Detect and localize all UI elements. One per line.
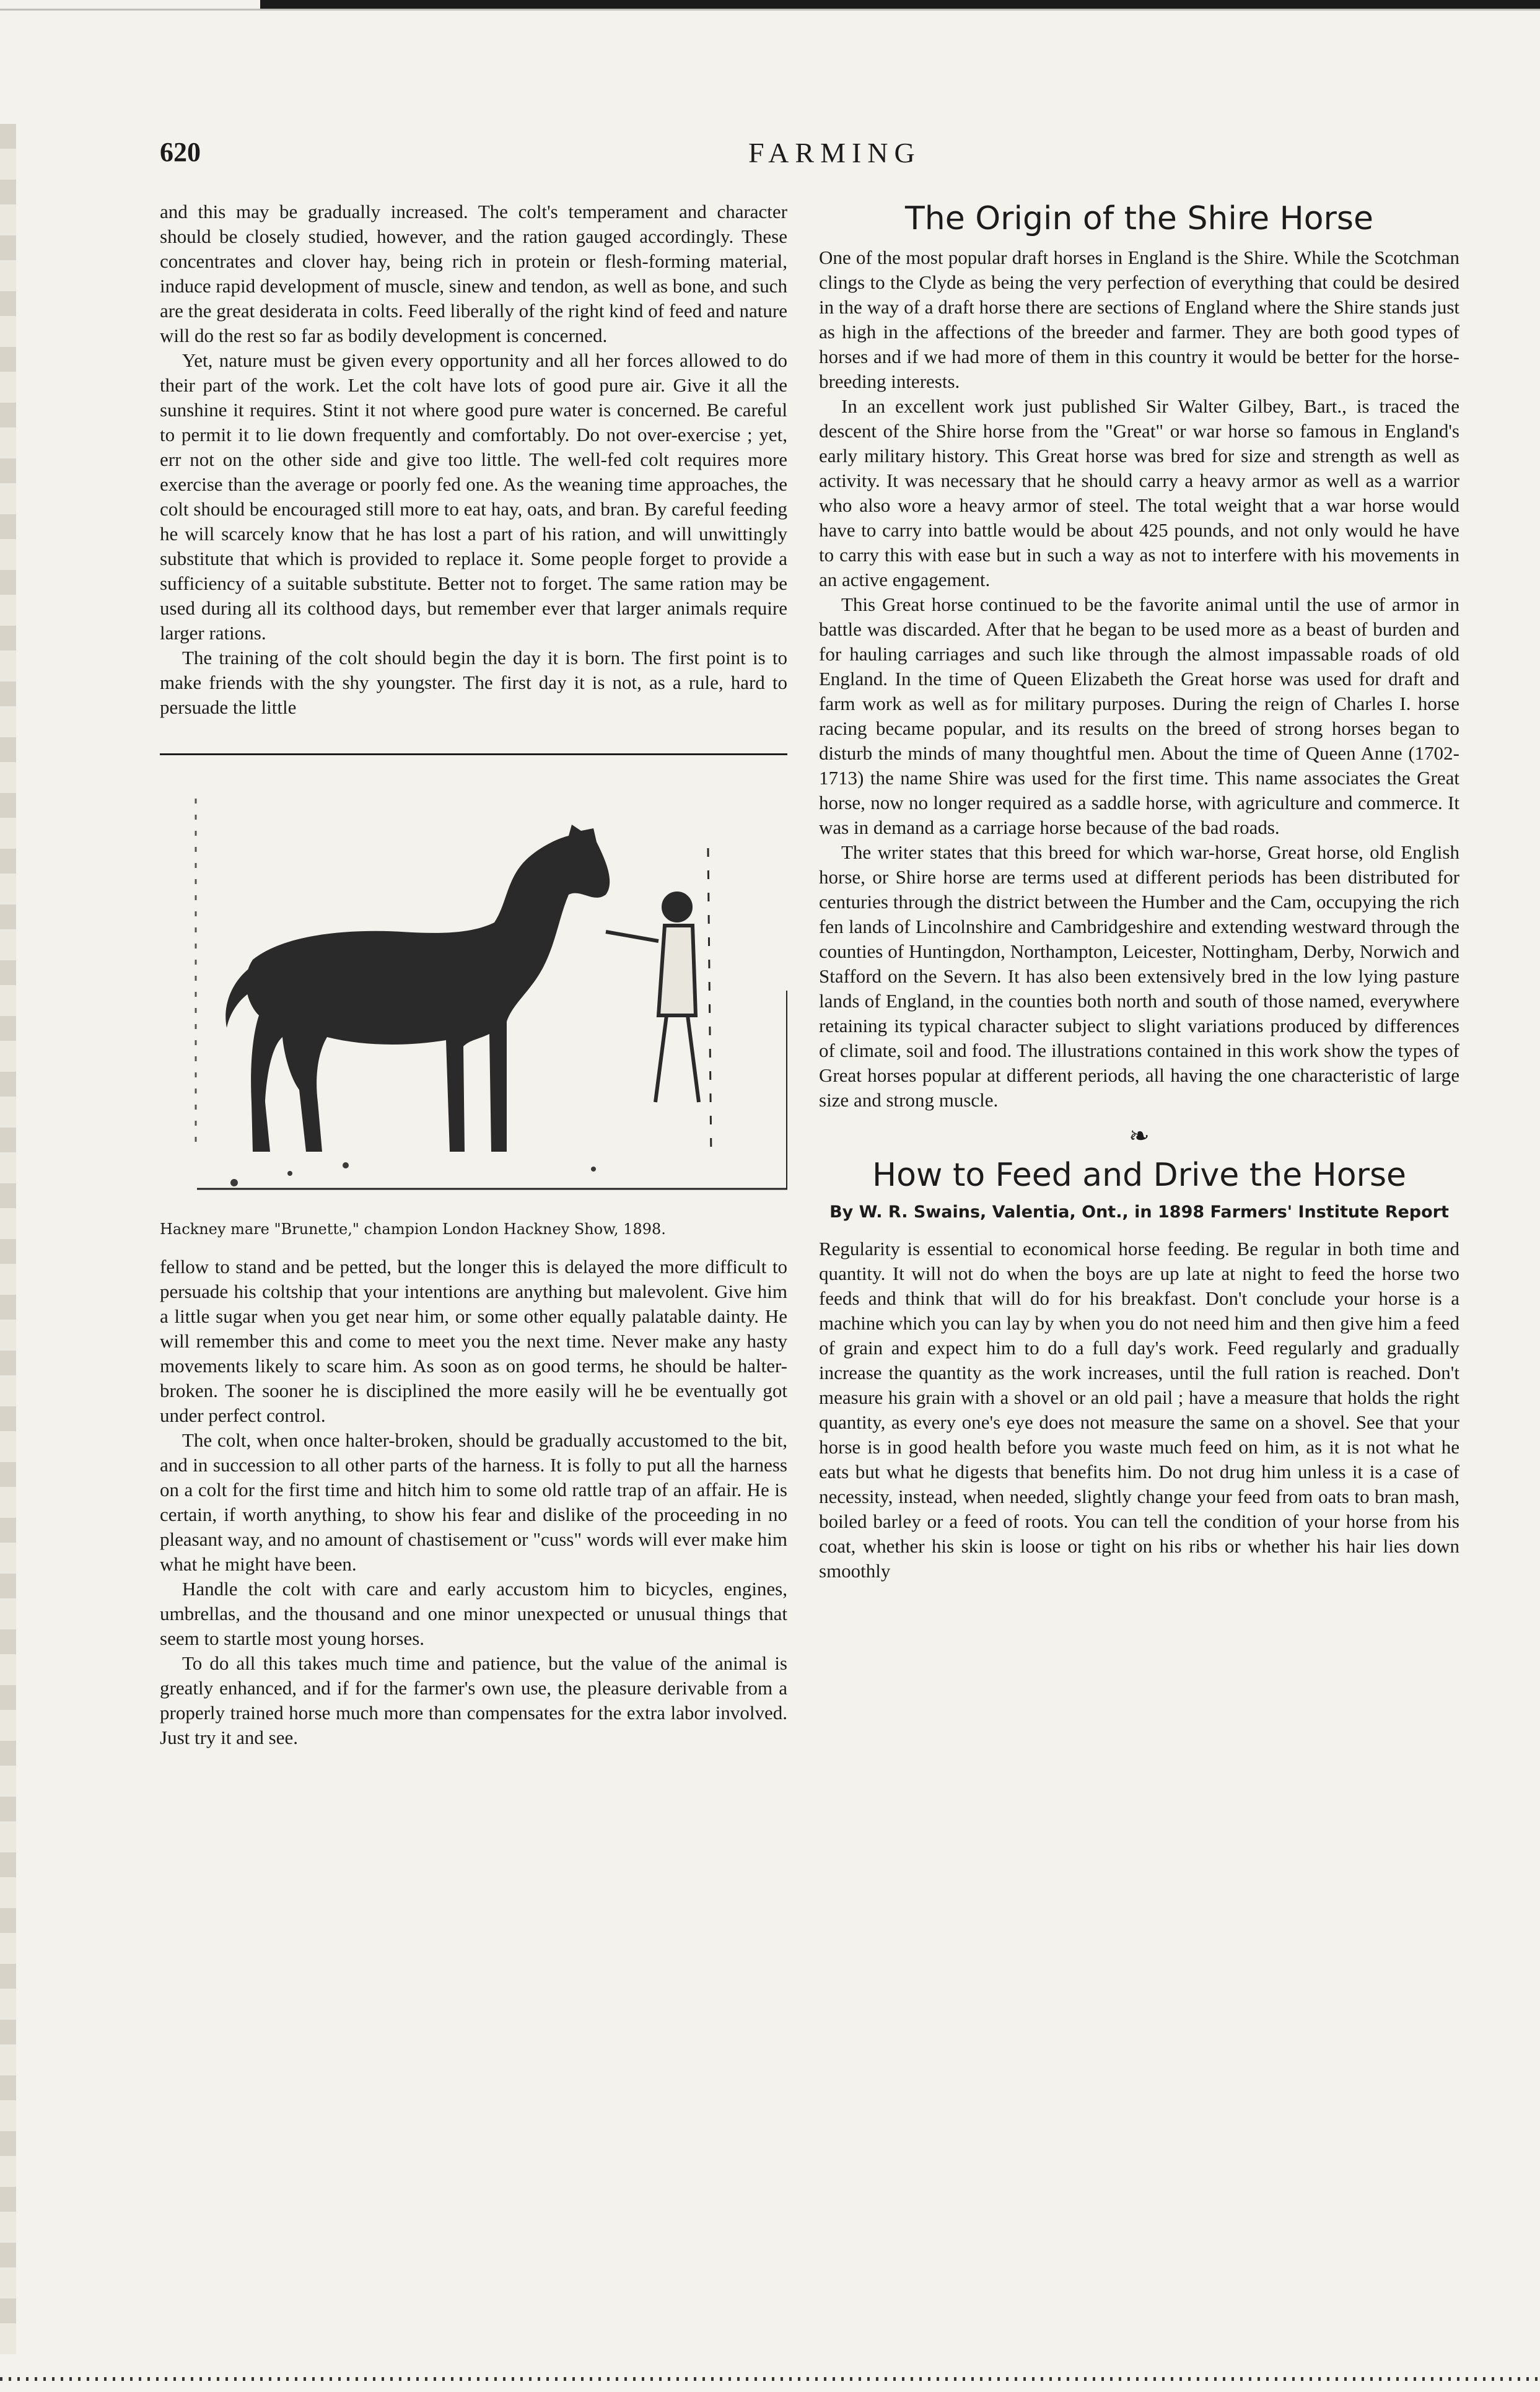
- paragraph: One of the most popular draft horses in England is the Shire. While the Scotchman clings to the Clyde as being the very perfection of everything that could be desired in the way of a draft horse there are sections of England where the Shire stands just as high in the affections of the breeder and farmer. They are both good types of horses and if we had more of them in this country it would be better for the horse-breeding interests.: [819, 247, 1459, 392]
- paragraph: The training of the colt should begin the day it is born. The first point is to make friends with the shy youngster. The first day it is not, as a rule, hard to persuade the little: [160, 647, 787, 718]
- paragraph: and this may be gradually increased. The colt's temperament and character should be closely studied, however, and the ration gauged accordingly. These concentrates and clover hay, being rich in protein or flesh-forming material, induce rapid development of muscle, sinew and tendon, as well as bone, and such are the great desiderata in colts. Feed liberally of the right kind of feed and nature will do the rest so far as bodily development is concerned.: [160, 201, 787, 346]
- hackney-mare-photo: [160, 755, 787, 1207]
- section-ornament-icon: ❧: [1129, 1122, 1150, 1150]
- bottom-border-scan: [0, 2377, 1540, 2381]
- right-column: [819, 199, 1459, 1584]
- left-column: [160, 199, 787, 1750]
- page-number: 620: [160, 137, 201, 167]
- page-header: [160, 136, 1461, 173]
- paragraph: The colt, when once halter-broken, should be gradually accustomed to the bit, and in succession to all other parts of the harness. It is folly to put all the harness on a colt for the first time and hitch him to some old rattle trap of an affair. He is certain, if worth anything, to show his fear and dislike of the proceeding in no pleasant way, and no amount of chastisement or "cuss" words will ever make him what he might have been.: [160, 1429, 787, 1575]
- figure: [160, 753, 787, 1238]
- paragraph: Regularity is essential to economical horse feeding. Be regular in both time and quantity. It will not do when the boys are up late at night to feed the horse two feeds and think that will do for his breakfast. Don't conclude your horse is a machine which you can lay by when you do not need him and then give him a feed of grain and expect him to do a full day's work. Feed regularly and gradually increase the quantity as the work increases, until the full ration is reached. Don't measure his grain with a shovel or an old pail ; have a measure that holds the right quantity, as every one's eye does not measure the same on a shovel. See that your horse is in good health before you waste much feed on him, as it is not what he eats but what he digests that benefits him. Do not drug him unless it is a case of necessity, instead, when needed, slightly change your feed from oats to bran mash, boiled barley or a feed of roots. You can tell the condition of your horse from his coat, whether his skin is loose or tight on his ribs or whether his hair lies down smoothly: [819, 1238, 1459, 1582]
- paragraph: This Great horse continued to be the favorite animal until the use of armor in battle was discarded. After that he began to be used more as a beast of burden and for hauling carriages and such like through the almost impassable roads of old England. In the time of Queen Elizabeth the Great horse was used for draft and farm work as well as for military purposes. During the reign of Charles I. horse racing became popular, and its results on the breed of strong horses began to disturb the minds of many thoughtful men. About the time of Queen Anne (1702-1713) the name Shire was used for the first time. This name associates the Great horse, now no longer required as a saddle horse, with agriculture and commerce. It was in demand as a carriage horse because of the bad roads.: [819, 594, 1459, 838]
- top-border-scan: [260, 0, 1540, 9]
- paragraph: fellow to stand and be petted, but the longer this is delayed the more difficult to persuade his coltship that your intentions are anything but malevolent. Give him a little sugar when you get near him, or some other equally palatable dainty. He will remember this and come to meet you the next time. Never make any hasty movements likely to scare him. As soon as on good terms, he should be halter-broken. The sooner he is disciplined the more easily will he be eventually got under perfect control.: [160, 1256, 787, 1426]
- running-title: FARMING: [748, 137, 921, 169]
- page-edge-scan: [0, 124, 16, 2354]
- article-title-feed-drive: How to Feed and Drive the Horse: [872, 1157, 1407, 1194]
- handler-coat: [658, 926, 696, 1015]
- article-title-shire-horse: The Origin of the Shire Horse: [904, 200, 1373, 237]
- handler-head: [663, 893, 691, 921]
- paragraph: The writer states that this breed for which war-horse, Great horse, old English horse, or Shire horse are terms used at different periods has been distributed for centuries through the district between the Humber and the Cam, occupying the rich fen lands of Lincolnshire and Cambridgeshire and extending westward through the counties of Huntingdon, Northampton, Leicester, Nottingham, Derby, Norwich and Stafford on the Severn. It has also been extensively bred in the low lying pasture lands of England, in the counties both north and south of those named, everywhere retaining its typical character subject to slight variations produced by differences of climate, soil and food. The illustrations contained in this work show the types of Great horses popular at different periods, all having the one characteristic of large size and strong muscle.: [819, 841, 1459, 1111]
- paragraph: Handle the colt with care and early accustom him to bicycles, engines, umbrellas, and the thousand and one minor unexpected or unusual things that seem to startle most young horses.: [160, 1578, 787, 1649]
- photo-caption: Hackney mare "Brunette," champion London Hackney Show, 1898.: [160, 1220, 666, 1238]
- paragraph: To do all this takes much time and patience, but the value of the animal is greatly enhanced, and if for the farmer's own use, the pleasure derivable from a properly trained horse much more than compensates for the extra labor involved. Just try it and see.: [160, 1652, 787, 1748]
- top-border-shadow: [0, 9, 1540, 11]
- horse-illustration: [160, 755, 787, 1207]
- paragraph: Yet, nature must be given every opportunity and all her forces allowed to do their part of the work. Let the colt have lots of good pure air. Give it all the sunshine it requires. Stint it not where good pure water is concerned. Be careful to permit it to lie down frequently and comfortably. Do not over-exercise ; yet, err not on the other side and give too little. The well-fed colt requires more exercise than the average or poorly fed one. As the weaning time approaches, the colt should be encouraged still more to eat hay, oats, and bran. By careful feeding he will scarcely know that he has lost a part of his ration, and will unwittingly substitute that which is provided to replace it. Some people forget to provide a sufficiency of a suitable substitute. Better not to forget. The same ration may be used during all its colthood days, but remember ever that larger animals require larger rations.: [160, 349, 787, 644]
- paragraph: In an excellent work just published Sir Walter Gilbey, Bart., is traced the descent of the Shire horse from the "Great" or war horse so famous in England's early military history. This Great horse was bred for size and strength as well as activity. It was necessary that he should carry a heavy armor as well as a warrior who also wore a heavy armor of steel. The total weight that a war horse would have to carry into battle would be about 425 pounds, and not only would he have to carry this with ease but in such a way as not to interfere with his movements in an active engagement.: [819, 395, 1459, 590]
- article-byline: By W. R. Swains, Valentia, Ont., in 1898 Farmers' Institute Report: [829, 1203, 1449, 1222]
